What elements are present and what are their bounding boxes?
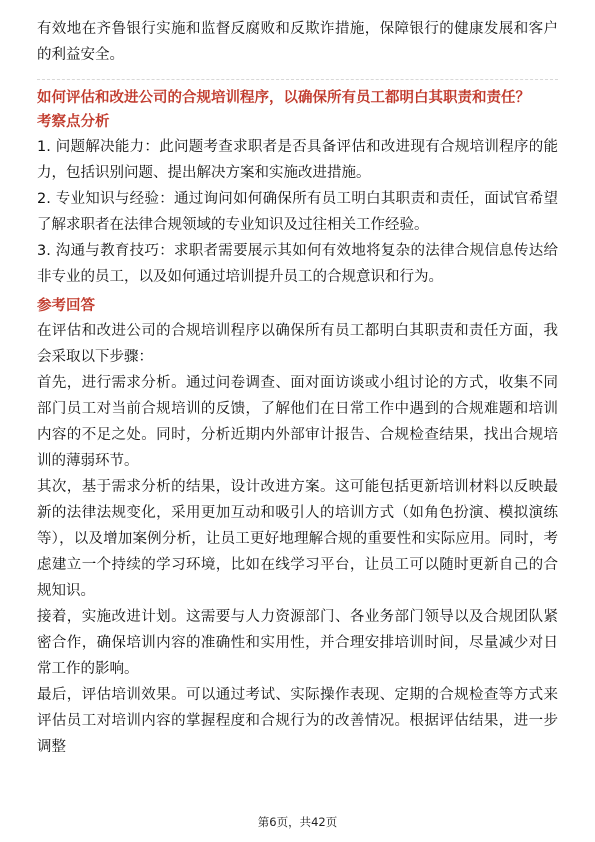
analysis-title: 考察点分析 xyxy=(37,114,110,130)
analysis-item: 2. 专业知识与经验：通过询问如何确保所有员工明白其职责和责任，面试官希望了解求职者在法律合规领域的专业知识及过往相关工作经验。 xyxy=(37,191,558,233)
answer-paragraph: 最后，评估培训效果。可以通过考试、实际操作表现、定期的合规检查等方式来评估员工对培训内容的掌握程度和合规行为的改善情况。根据评估结果，进一步调整 xyxy=(37,687,558,755)
answer-paragraph: 首先，进行需求分析。通过问卷调查、面对面访谈或小组讨论的方式，收集不同部门员工对当前合规培训的反馈，了解他们在日常工作中遇到的合规难题和培训内容的不足之处。同时，分析近期内外部审计报告、合规检查结果，找出合规培训的薄弱环节。 xyxy=(37,375,558,469)
analysis-item: 3. 沟通与教育技巧：求职者需要展示其如何有效地将复杂的法律合规信息传达给非专业的员工，以及如何通过培训提升员工的合规意识和行为。 xyxy=(37,243,558,285)
section-divider xyxy=(37,79,558,80)
answer-paragraph: 在评估和改进公司的合规培训程序以确保所有员工都明白其职责和责任方面，我会采取以下步骤： xyxy=(37,323,558,365)
page-footer: 第6页，共42页 xyxy=(257,815,338,829)
intro-paragraph: 有效地在齐鲁银行实施和监督反腐败和反欺诈措施，保障银行的健康发展和客户的利益安全。 xyxy=(37,21,558,63)
answer-paragraph: 其次，基于需求分析的结果，设计改进方案。这可能包括更新培训材料以反映最新的法律法规变化，采用更加互动和吸引人的培训方式（如角色扮演、模拟演练等），以及增加案例分析，让员工更好地理解合规的重要性和实际应用。同时，考虑建立一个持续的学习环境，比如在线学习平台，让员工可以随时更新自己的合规知识。 xyxy=(37,479,558,599)
document-page xyxy=(37,16,558,760)
question-heading: 如何评估和改进公司的合规培训程序，以确保所有员工都明白其职责和责任？ xyxy=(37,90,530,106)
answer-paragraph: 接着，实施改进计划。这需要与人力资源部门、各业务部门领导以及合规团队紧密合作，确保培训内容的准确性和实用性，并合理安排培训时间，尽量减少对日常工作的影响。 xyxy=(37,609,558,677)
answer-title: 参考回答 xyxy=(37,298,95,314)
analysis-item: 1. 问题解决能力：此问题考查求职者是否具备评估和改进现有合规培训程序的能力，包括识别问题、提出解决方案和实施改进措施。 xyxy=(37,139,558,181)
